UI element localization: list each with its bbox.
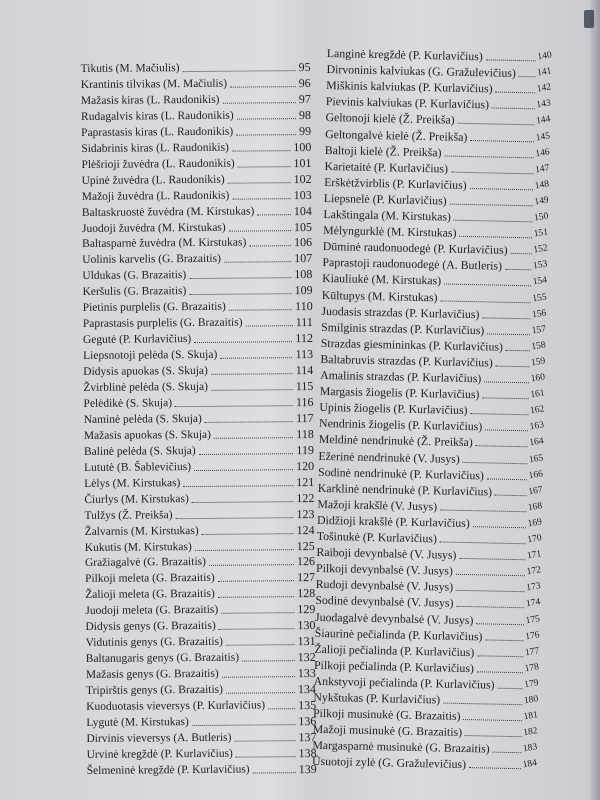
entry-page-number: 164 xyxy=(528,436,545,449)
entry-page-number: 114 xyxy=(295,363,314,378)
entry-page-number: 119 xyxy=(296,442,314,457)
entry-title: Dirvoninis kalviukas (G. Gražulevičius) xyxy=(326,62,517,81)
entry-page-number: 154 xyxy=(531,275,548,288)
entry-title: Amalinis strazdas (P. Kurlavičius) xyxy=(320,367,482,386)
dot-leader xyxy=(476,622,523,625)
entry-title: Strazdas giesmininkas (P. Kurlavičius) xyxy=(320,335,504,354)
entry-page-number: 95 xyxy=(298,59,311,75)
dot-leader xyxy=(444,154,533,158)
entry-title: Mažasis genys (G. Brazaitis) xyxy=(85,667,219,682)
entry-title: Rudagalvis kiras (L. Raudonikis) xyxy=(80,109,234,123)
entry-title: Šelmeninė kregždė (P. Kurlavičius) xyxy=(86,763,250,777)
entry-page-number: 128 xyxy=(297,586,316,601)
dot-leader xyxy=(463,460,527,463)
entry-page-number: 171 xyxy=(526,549,542,562)
entry-title: Langinė kregždė (P. Kurlavičius) xyxy=(326,45,483,64)
dot-leader xyxy=(477,670,523,673)
entry-title: Ūsuotoji zylė (G. Gražulevičius) xyxy=(311,754,467,772)
entry-page-number: 106 xyxy=(294,235,313,250)
entry-title: Gegutė (P. Kurlavičius) xyxy=(82,333,192,347)
dot-leader xyxy=(454,219,532,223)
entry-page-number: 111 xyxy=(295,315,313,330)
entry-title: Juodoji žuvėdra (M. Kirstukas) xyxy=(81,221,226,235)
entry-title: Mažasis apuokas (S. Skuja) xyxy=(83,428,211,442)
entry-page-number: 121 xyxy=(296,474,315,489)
dot-leader xyxy=(183,484,293,487)
dot-leader xyxy=(506,349,530,351)
entry-title: Mažoji žuvėdra (L. Raudonikis) xyxy=(81,189,230,203)
entry-title: Pilkoji devynbalsė (V. Jusys) xyxy=(315,561,453,578)
entry-page-number: 124 xyxy=(296,522,315,537)
entry-title: Baltanugaris genys (G. Brazaitis) xyxy=(85,651,240,666)
dot-leader xyxy=(257,213,291,215)
entry-page-number: 97 xyxy=(298,91,311,106)
entry-page-number: 179 xyxy=(523,678,540,691)
entry-title: Pelėdikė (S. Skuja) xyxy=(83,397,173,410)
entry-page-number: 130 xyxy=(297,618,316,633)
entry-title: Paprastasis purplelis (G. Brazaitis) xyxy=(82,316,243,331)
entry-title: Didysis apuokas (S. Skuja) xyxy=(83,364,208,379)
entry-page-number: 149 xyxy=(533,195,550,208)
dot-leader xyxy=(463,718,521,721)
entry-page-number: 96 xyxy=(298,75,311,91)
entry-page-number: 148 xyxy=(533,179,550,192)
entry-page-number: 144 xyxy=(535,114,551,127)
entry-title: Upinis žiogelis (P. Kurlavičius) xyxy=(319,400,468,418)
entry-page-number: 157 xyxy=(530,324,547,337)
dot-leader xyxy=(459,235,531,239)
dot-leader xyxy=(234,739,295,742)
entry-title: Raiboji devynbalsė (V. Jusys) xyxy=(316,544,457,562)
dot-leader xyxy=(440,540,526,544)
entry-page-number: 138 xyxy=(298,745,317,760)
entry-page-number: 160 xyxy=(529,372,546,385)
entry-title: Nendrinis žiogelis (P. Kurlavičius) xyxy=(318,416,483,434)
entry-title: Tikutis (M. Mačiulis) xyxy=(80,62,180,75)
dot-leader xyxy=(221,611,294,614)
entry-title: Mažoji musinukė (G. Brazaitis) xyxy=(312,722,463,740)
entry-title: Baltabruvis strazdas (P. Kurlavičius) xyxy=(320,351,493,370)
entry-page-number: 122 xyxy=(296,490,315,505)
entry-title: Dirvinis vieversys (A. Butleris) xyxy=(86,731,232,745)
entry-title: Erškėtžvirblis (P. Kurlavičius) xyxy=(324,174,467,192)
entry-title: Keršulis (G. Brazaitis) xyxy=(82,285,187,299)
entry-title: Karietaitė (P. Kurlavičius) xyxy=(324,158,449,176)
entry-page-number: 162 xyxy=(529,404,545,417)
entry-title: Pilkoji musinukė (G. Brazaitis) xyxy=(312,705,461,724)
entry-page-number: 143 xyxy=(535,98,552,111)
dot-leader xyxy=(465,734,521,737)
entry-page-number: 112 xyxy=(295,331,314,346)
entry-title: Baltoji kielė (Ž. Preikša) xyxy=(324,142,442,160)
entry-page-number: 167 xyxy=(527,484,544,498)
entry-title: Gražiagalvė (G. Brazaitis) xyxy=(84,556,206,570)
entry-title: Liepsnotoji pelėda (S. Skuja) xyxy=(83,348,218,363)
entry-title: Baltasparnė žuvėdra (M. Kirstukas) xyxy=(82,236,247,251)
dot-leader xyxy=(492,107,535,110)
entry-page-number: 153 xyxy=(532,259,548,272)
dot-leader xyxy=(469,767,521,770)
dot-leader xyxy=(242,659,295,661)
dot-leader xyxy=(505,268,531,271)
entry-title: Pietinis purplelis (G. Brazaitis) xyxy=(82,300,226,315)
entry-page-number: 134 xyxy=(297,682,317,697)
entry-title: Juodagalvė devynbalsė (V. Jusys) xyxy=(314,609,474,627)
entry-title: Kukutis (M. Kirstukas) xyxy=(84,540,192,554)
entry-page-number: 180 xyxy=(523,694,539,707)
entry-page-number: 146 xyxy=(534,146,551,160)
dot-leader xyxy=(236,133,296,136)
dot-leader xyxy=(440,299,530,303)
entry-title: Uldukas (G. Brazaitis) xyxy=(82,269,187,283)
entry-page-number: 133 xyxy=(297,666,316,681)
dot-leader xyxy=(209,564,294,567)
entry-page-number: 113 xyxy=(295,347,314,362)
dot-leader xyxy=(485,429,528,432)
entry-page-number: 155 xyxy=(531,291,548,304)
dot-leader xyxy=(487,477,527,480)
dot-leader xyxy=(214,436,293,439)
entry-title: Urvinė kregždė (P. Kurlavičius) xyxy=(86,747,233,761)
dot-leader xyxy=(229,229,291,232)
dot-leader xyxy=(456,605,524,608)
dot-leader xyxy=(228,181,291,184)
dot-leader xyxy=(229,308,292,311)
dot-leader xyxy=(192,500,294,503)
dot-leader xyxy=(211,388,293,391)
entry-title: Pievinis kalviukas (P. Kurlavičius) xyxy=(325,94,490,112)
dot-leader xyxy=(482,396,528,399)
entry-page-number: 137 xyxy=(298,729,317,745)
dot-leader xyxy=(484,380,529,383)
entry-page-number: 145 xyxy=(534,130,551,143)
entry-title: Pilkoji meleta (G. Brazaitis) xyxy=(85,572,215,586)
entry-title: Baltaskruostė žuvėdra (M. Kirstukas) xyxy=(81,205,255,219)
dot-leader xyxy=(195,548,294,551)
dot-leader xyxy=(451,170,533,174)
entry-title: Sodinė nendrinukė (P. Kurlavičius) xyxy=(317,464,485,482)
dot-leader xyxy=(440,508,526,512)
entry-title: Ežerinė nendrinukė (V. Jusys) xyxy=(318,448,460,466)
dot-leader xyxy=(194,340,292,343)
dot-leader xyxy=(205,420,293,423)
entry-title: Paprastoji raudonuodegė (A. Butleris) xyxy=(322,255,503,273)
entry-page-number: 131 xyxy=(297,634,316,649)
entry-title: Smilginis strazdas (P. Kurlavičius) xyxy=(321,319,485,338)
dot-leader xyxy=(219,627,295,630)
entry-page-number: 123 xyxy=(296,506,315,521)
entry-title: Tripirštis genys (G. Brazaitis) xyxy=(85,683,224,698)
entry-page-number: 109 xyxy=(294,283,313,298)
dot-leader xyxy=(458,122,535,126)
dot-leader xyxy=(459,557,525,560)
entry-page-number: 178 xyxy=(523,662,540,675)
entry-title: Žalioji pečialinda (P. Kurlavičius) xyxy=(314,641,475,659)
entry-title: Mažoji krakšlė (V. Jusys) xyxy=(317,496,438,514)
contents-entry xyxy=(87,760,317,778)
dot-leader xyxy=(486,58,536,61)
page-corner-mark xyxy=(584,10,594,28)
entry-page-number: 117 xyxy=(296,410,314,426)
entry-page-number: 107 xyxy=(294,251,313,266)
entry-page-number: 175 xyxy=(524,613,541,626)
entry-title: Šiaurinė pečialinda (P. Kurlavičius) xyxy=(314,625,483,643)
entry-page-number: 100 xyxy=(293,139,312,154)
entry-page-number: 102 xyxy=(293,171,312,186)
entry-page-number: 159 xyxy=(530,356,546,369)
entry-page-number: 181 xyxy=(522,710,539,723)
entry-page-number: 116 xyxy=(295,394,314,410)
dot-leader xyxy=(176,516,294,519)
entry-title: Paprastasis kiras (L. Raudonikis) xyxy=(81,125,234,139)
entry-title: Vidutinis genys (G. Brazaitis) xyxy=(85,635,223,650)
entry-page-number: 165 xyxy=(528,452,544,465)
entry-page-number: 125 xyxy=(296,538,315,553)
dot-leader xyxy=(175,404,293,407)
entry-page-number: 99 xyxy=(299,123,312,138)
entry-title: Plėšrioji žuvėdra (L. Raudonikis) xyxy=(81,157,235,171)
entry-page-number: 156 xyxy=(531,307,547,320)
entry-title: Kūltupys (M. Kirstukas) xyxy=(321,287,438,304)
dot-leader xyxy=(496,364,529,367)
dot-leader xyxy=(477,654,523,657)
dot-leader xyxy=(246,324,293,326)
entry-page-number: 110 xyxy=(295,299,313,314)
dot-leader xyxy=(497,687,522,690)
dot-leader xyxy=(189,277,291,280)
dot-leader xyxy=(496,91,535,94)
entry-page-number: 166 xyxy=(527,468,544,481)
entry-title: Dūminė raudonuodegė (P. Kurlavičius) xyxy=(322,239,508,258)
entry-page-number: 132 xyxy=(297,650,316,665)
entry-page-number: 126 xyxy=(296,554,315,569)
entry-page-number: 142 xyxy=(535,82,552,95)
dot-leader xyxy=(485,638,523,641)
entry-page-number: 173 xyxy=(525,581,542,594)
entry-page-number: 161 xyxy=(529,388,546,401)
entry-title: Žvirblinė pelėda (S. Skuja) xyxy=(83,380,208,394)
entry-page-number: 151 xyxy=(532,227,549,240)
entry-page-number: 168 xyxy=(527,501,543,514)
entry-title: Margasis žiogelis (P. Kurlavičius) xyxy=(319,384,480,402)
entry-page-number: 105 xyxy=(293,219,313,234)
dot-leader xyxy=(470,412,528,415)
entry-title: Žalioji meleta (G. Brazaitis) xyxy=(85,588,215,602)
dot-leader xyxy=(511,252,532,254)
entry-title: Sodinė devynbalsė (V. Jusys) xyxy=(315,593,454,611)
dot-leader xyxy=(493,751,521,754)
dot-leader xyxy=(226,691,295,694)
dot-leader xyxy=(230,85,296,88)
entry-page-number: 152 xyxy=(532,243,549,256)
dot-leader xyxy=(470,139,534,142)
dot-leader xyxy=(470,187,533,190)
dot-leader xyxy=(519,75,535,77)
dot-leader xyxy=(223,101,296,104)
dot-leader xyxy=(444,283,531,287)
entry-page-number: 127 xyxy=(296,570,316,585)
dot-leader xyxy=(192,723,295,726)
dot-leader xyxy=(232,197,290,200)
entry-title: Rudoji devynbalsė (V. Jusys) xyxy=(315,577,454,595)
entry-page-number: 150 xyxy=(533,211,549,224)
dot-leader xyxy=(268,707,295,709)
entry-page-number: 176 xyxy=(524,629,541,642)
dot-leader xyxy=(249,245,291,247)
entry-title: Pilkoji pečialinda (P. Kurlavičius) xyxy=(313,657,475,675)
entry-title: Žalvarnis (M. Kirstukas) xyxy=(84,524,199,538)
entry-title: Ankstyvoji pečialinda (P. Kurlavičius) xyxy=(313,673,495,692)
dot-leader xyxy=(443,702,522,706)
entry-page-number: 98 xyxy=(298,107,312,122)
dot-leader xyxy=(473,525,526,528)
dot-leader xyxy=(211,372,293,375)
entry-title: Lututė (B. Šablevičius) xyxy=(84,460,192,474)
entry-page-number: 104 xyxy=(293,203,312,218)
entry-page-number: 141 xyxy=(536,66,552,79)
entry-page-number: 115 xyxy=(295,378,314,394)
entry-title: Karklinė nendrinukė (P. Kurlavičius) xyxy=(317,480,493,499)
entry-page-number: 140 xyxy=(536,50,553,63)
entry-page-number: 182 xyxy=(522,726,539,739)
entry-title: Mažasis kiras (L. Raudonikis) xyxy=(80,93,220,107)
entry-page-number: 174 xyxy=(525,597,541,610)
entry-title: Kiauliukė (M. Kirstukas) xyxy=(322,271,442,288)
dot-leader xyxy=(482,316,530,319)
entry-page-number: 103 xyxy=(293,187,312,202)
dot-leader xyxy=(476,445,528,448)
dot-leader xyxy=(253,771,296,773)
entry-page-number: 135 xyxy=(298,697,317,713)
dot-leader xyxy=(232,149,290,152)
entry-title: Balinė pelėda (S. Skuja) xyxy=(83,444,196,458)
entry-title: Meldinė nendrinukė (Ž. Preikša) xyxy=(318,432,473,450)
entry-page-number: 147 xyxy=(534,163,550,176)
dot-leader xyxy=(238,165,291,167)
dot-leader xyxy=(456,589,524,592)
entry-page-number: 163 xyxy=(528,420,545,433)
entry-title: Geltonoji kielė (Ž. Preikša) xyxy=(325,110,455,128)
entry-title: Mėlyngurklė (M. Kirstukas) xyxy=(323,223,457,240)
entry-page-number: 172 xyxy=(525,565,542,578)
entry-title: Naminė pelėda (S. Skuja) xyxy=(83,412,202,426)
entry-page-number: 101 xyxy=(293,155,312,170)
entry-title: Miškinis kalviukas (P. Kurlavičius) xyxy=(326,78,493,96)
entry-title: Krantinis tilvikas (M. Mačiulis) xyxy=(80,77,228,91)
dot-leader xyxy=(226,643,295,646)
entry-page-number: 177 xyxy=(524,645,540,659)
entry-title: Upinė žuvėdra (L. Raudonikis) xyxy=(81,173,225,187)
dot-leader xyxy=(222,675,295,678)
page-edge xyxy=(590,0,600,800)
entry-title: Lakštingala (M. Kirstukas) xyxy=(323,206,452,224)
entry-page-number: 108 xyxy=(294,267,313,282)
dot-leader xyxy=(487,332,530,335)
entry-title: Didysis genys (G. Brazaitis) xyxy=(85,620,216,634)
dot-leader xyxy=(495,493,526,496)
entry-page-number: 183 xyxy=(522,742,538,755)
entry-title: Juodoji meleta (G. Brazaitis) xyxy=(85,604,219,618)
entry-title: Liepsnelė (P. Kurlavičius) xyxy=(323,190,447,208)
entry-title: Nykštukas (P. Kurlavičius) xyxy=(313,689,441,707)
dot-leader xyxy=(218,580,294,583)
entry-page-number: 184 xyxy=(521,758,538,771)
entry-page-number: 170 xyxy=(526,533,543,546)
entry-page-number: 136 xyxy=(298,713,317,729)
dot-leader xyxy=(202,532,294,535)
entry-page-number: 120 xyxy=(296,458,315,473)
entry-title: Didžioji krakšlė (P. Kurlavičius) xyxy=(316,512,470,530)
dot-leader xyxy=(199,452,294,455)
entry-title: Juodasis strazdas (P. Kurlavičius) xyxy=(321,303,480,321)
entry-title: Kuoduotasis vieversys (P. Kurlavičius) xyxy=(86,699,266,713)
entry-title: Čiurlys (M. Kirstukas) xyxy=(84,492,189,506)
entry-page-number: 118 xyxy=(296,426,314,441)
dot-leader xyxy=(456,573,525,576)
dot-leader xyxy=(236,755,296,758)
dot-leader xyxy=(220,356,292,359)
dot-leader xyxy=(194,468,293,471)
entry-title: Geltongalvė kielė (Ž. Preikša) xyxy=(325,126,468,144)
entry-title: Lėlys (M. Kirstukas) xyxy=(84,476,181,490)
contents-column-right xyxy=(311,0,554,772)
entry-title: Sidabrinis kiras (L. Raudonikis) xyxy=(81,141,229,155)
entry-page-number: 139 xyxy=(298,761,317,776)
entry-title: Lygutė (M. Kirstukas) xyxy=(86,716,189,729)
dot-leader xyxy=(237,117,296,120)
entry-page-number: 158 xyxy=(530,340,547,353)
entry-page-number: 169 xyxy=(526,517,543,530)
dot-leader xyxy=(183,69,296,72)
entry-title: Uolinis karvelis (G. Brazaitis) xyxy=(82,253,221,267)
dot-leader xyxy=(189,292,291,295)
entry-title: Margasparnė musinukė (G. Brazaitis) xyxy=(312,738,490,756)
dot-leader xyxy=(218,595,294,598)
entry-title: Tošinukė (P. Kurlavičius) xyxy=(316,528,437,546)
contents-entry xyxy=(312,752,538,773)
dot-leader xyxy=(450,202,533,206)
entry-page-number: 129 xyxy=(297,602,316,617)
dot-leader xyxy=(224,261,291,264)
entry-title: Tulžys (Ž. Preikša) xyxy=(84,508,173,522)
